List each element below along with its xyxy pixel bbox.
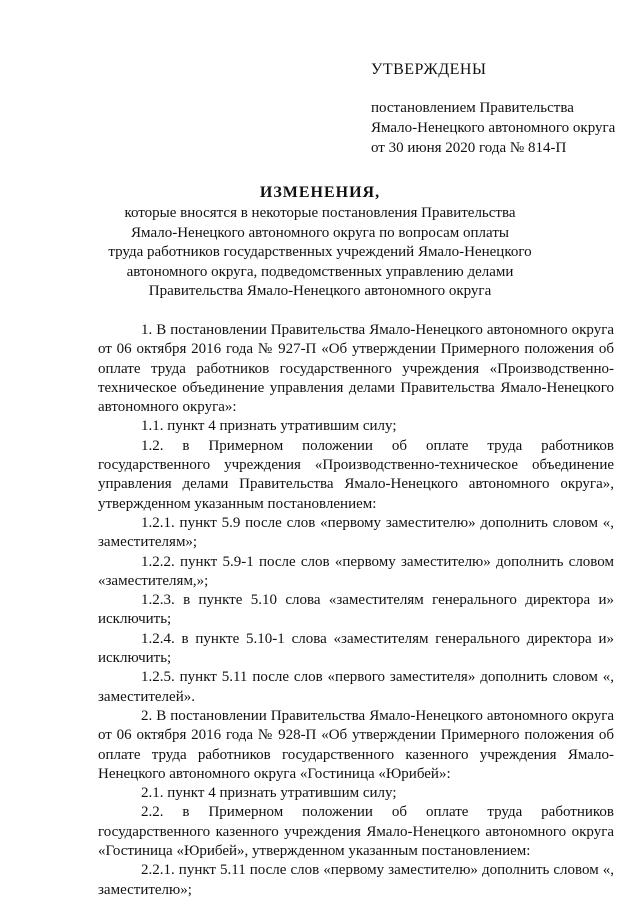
paragraph: 1.2.2. пункт 5.9-1 после слов «первому заместителю» дополнить словом «заместителям,»; (98, 553, 614, 589)
paragraph: 1.2.1. пункт 5.9 после слов «первому заместителю» дополнить словом «, заместителям»; (98, 514, 614, 551)
paragraph: 2.2.1. пункт 5.11 после слов «первому заместителю» дополнить словом «, заместителю»; (98, 862, 614, 898)
heading-title: ИЗМЕНЕНИЯ, (259, 184, 381, 201)
heading-subtitle-line: Ямало-Ненецкого автономного округа по вопросам оплаты (131, 224, 509, 241)
paragraph: 1.1. пункт 4 признать утратившим силу; (141, 418, 397, 435)
heading-subtitle-line: Правительства Ямало-Ненецкого автономного округа (148, 283, 492, 300)
document-heading (100, 183, 540, 301)
heading-subtitle-line: автономного округа, подведомственных управлению делами (126, 263, 514, 280)
approval-line: от 30 июня 2020 года № 814-П (371, 140, 567, 156)
heading-subtitle-line: труда работников государственных учреждений Ямало-Ненецкого (108, 244, 532, 261)
approval-title: УТВЕРЖДЕНЫ (371, 61, 487, 78)
paragraph: 2.2. в Примерном положении об оплате труда работников государственного казенного учреждения Ямало-Ненецкого автономного округа «Гостиница «Юрибей», утвержденном указанным постановлением: (98, 804, 614, 860)
paragraph: 2.1. пункт 4 признать утратившим силу; (141, 785, 397, 802)
heading-subtitle-line: которые вносятся в некоторые постановления Правительства (124, 205, 516, 222)
paragraph: 2. В постановлении Правительства Ямало-Ненецкого автономного округа от 06 октября 2016 года № 928-П «Об утверждении Примерного положения об оплате труда работников государственного казенного учреждения Ямало-Ненецкого автономного округа «Гостиница «Юрибей»: (98, 707, 614, 782)
paragraph: 1.2.5. пункт 5.11 после слов «первого заместителя» дополнить словом «, заместителей». (98, 669, 614, 705)
approval-block (371, 98, 615, 158)
paragraph: 1.2. в Примерном положении об оплате труда работников государственного учреждения «Производственно-техническое объединение управления делами Правительства Ямало-Ненецкого автономного округа», утвержденном указанным постановлением: (98, 437, 614, 512)
document-body (98, 321, 614, 900)
approval-line: Ямало-Ненецкого автономного округа (371, 120, 616, 136)
paragraph: 1. В постановлении Правительства Ямало-Ненецкого автономного округа от 06 октября 2016 года № 927-П «Об утверждении Примерного положения об оплате труда работников государственного учреждения «Производственно-техническое объединение управления делами Правительства Ямало-Ненецкого автономного округа»: (98, 322, 614, 416)
paragraph: 1.2.4. в пункте 5.10-1 слова «заместителям генерального директора и» исключить; (98, 630, 614, 667)
approval-line: постановлением Правительства (371, 100, 574, 116)
paragraph: 1.2.3. в пункте 5.10 слова «заместителям генерального директора и» исключить; (98, 592, 614, 628)
